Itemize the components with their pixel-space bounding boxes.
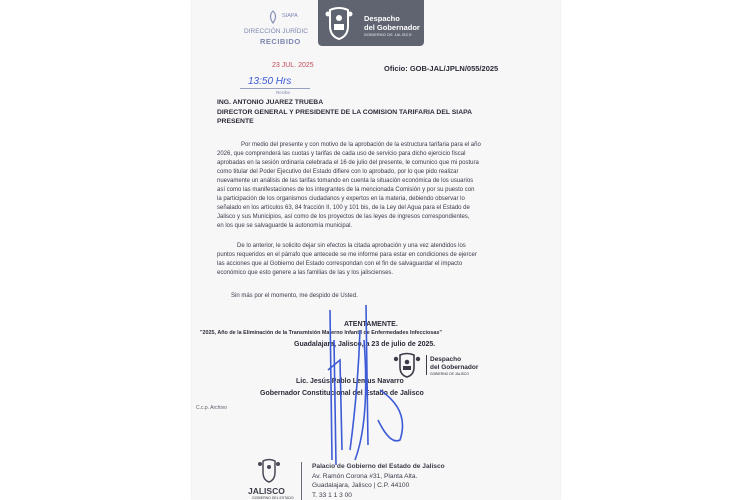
footer-phone: T. 33 1 1 3 00 xyxy=(312,491,352,499)
body-line: 2026, que comprenderá las cuotas y tarifas de cada uso de servicio para dicho ejercicio fiscal xyxy=(217,151,466,157)
handwritten-signature xyxy=(300,300,430,470)
header-badge xyxy=(318,0,424,46)
body-line: nuevamente un análisis de las tarifas tomando en cuenta la situación económica de los usuarios xyxy=(217,178,474,184)
seal-title-1: Despacho xyxy=(430,356,462,363)
stamp-line xyxy=(240,88,310,89)
body-line: las acciones que al Gobierno del Estado correspondan con el fin de salvaguardar el impacto xyxy=(217,261,463,267)
atentamente: ATENTAMENTE. xyxy=(344,321,398,328)
stamp-department: DIRECCIÓN JURÍDIC xyxy=(244,28,308,35)
body-line: puntos requeridos en el párrafo que antecede se me informe para estar en condiciones de ejercer xyxy=(217,252,477,258)
signer-position: Gobernador Constitucional del Estado de Jalisco xyxy=(260,390,424,397)
badge-subtitle: GOBIERNO DE JALISCO xyxy=(364,33,412,37)
body-paragraph-2 xyxy=(217,242,537,278)
body-line: la participación de los organismos ciudadanos y expertos en la materia, debiendo observar lo xyxy=(217,196,465,202)
body-line: aprobadas en la sesión ordinaria celebrada el 16 de julio del presente, le comunico que mi postura xyxy=(217,160,479,166)
jalisco-crest-icon xyxy=(257,458,281,484)
badge-title-1: Despacho xyxy=(364,14,400,23)
stamp-date: 23 JUL. 2025 xyxy=(272,62,314,69)
footer-address-1: Palacio de Gobierno del Estado de Jalisco xyxy=(312,463,445,470)
body-line: así como las manifestaciones de los integrantes de la mencionada Comisión y por su puesto con xyxy=(217,187,475,193)
body-line: Por medio del presente y con motivo de la aprobación de la estructura tarifaria para el año xyxy=(241,142,481,148)
body-line: económico que esto genere a las familias de las y los jaliscienses. xyxy=(217,270,394,276)
body-line: Jalisco y sus Municipios, así como de los proyectos de las leyes de ingresos correspondientes, xyxy=(217,214,470,220)
footer-brand-sub: GOBIERNO DEL ESTADO xyxy=(252,496,294,500)
ccp-line: C.c.p. Archivo xyxy=(196,405,227,411)
stamp-time: 13:50 Hrs xyxy=(248,76,292,87)
body-line: en los que se salvaguarde la autonomía municipal. xyxy=(217,223,353,229)
body-line: señalado en los artículos 63, 84 fracción II, 100 y 101 bis, de la Ley del Agua para el Estado de xyxy=(217,205,470,211)
recipient-block xyxy=(217,98,472,127)
signer-name: Lic. Jesús Pablo Lemus Navarro xyxy=(296,378,404,385)
closing-line: Sin más por el momento, me despido de Usted. xyxy=(231,293,358,299)
body-line: De lo anterior, le solicito dejar sin efectos la citada aprobación y una vez atendidos los xyxy=(237,243,466,249)
footer-address-3: Guadalajara, Jalisco | C.P. 44100 xyxy=(312,482,410,489)
recipient-title: DIRECTOR GENERAL Y PRESIDENTE DE LA COMISION TARIFARIA DEL SIAPA xyxy=(217,108,473,116)
recipient-name: ING. ANTONIO JUAREZ TRUEBA xyxy=(217,99,324,106)
stamp-status: RECIBIDO xyxy=(260,37,301,46)
seal-subtitle: GOBIERNO DE JALISCO xyxy=(430,372,470,376)
siapa-logo xyxy=(266,10,280,24)
body-paragraph-1 xyxy=(217,141,537,231)
oficio-number: Oficio: GOB-JAL/JPLN/055/2025 xyxy=(384,64,499,73)
stamp-label: Recibe xyxy=(276,90,291,95)
motto: "2025, Año de la Eliminación de la Transmisión Materno Infantil de Enfermedades Infecciosas" xyxy=(200,330,442,336)
stamp-org: SIAPA xyxy=(282,13,298,19)
footer-divider xyxy=(301,462,302,500)
recipient-presente: PRESENTE xyxy=(217,118,254,125)
body-line: como titular del Poder Ejecutivo del Estado difiere con lo aprobado, por lo que pido realizar xyxy=(217,169,459,175)
seal-title-2: del Gobernador xyxy=(430,364,479,371)
badge-title-2: del Gobernador xyxy=(364,23,420,32)
coat-of-arms-logo xyxy=(324,6,354,40)
footer-address xyxy=(312,462,445,500)
place-date: Guadalajara, Jalisco, a 23 de julio de 2025. xyxy=(294,341,436,348)
footer-brand: JALISCO xyxy=(248,486,285,496)
footer-address-2: Av. Ramón Corona #31, Planta Alta. xyxy=(312,472,418,480)
